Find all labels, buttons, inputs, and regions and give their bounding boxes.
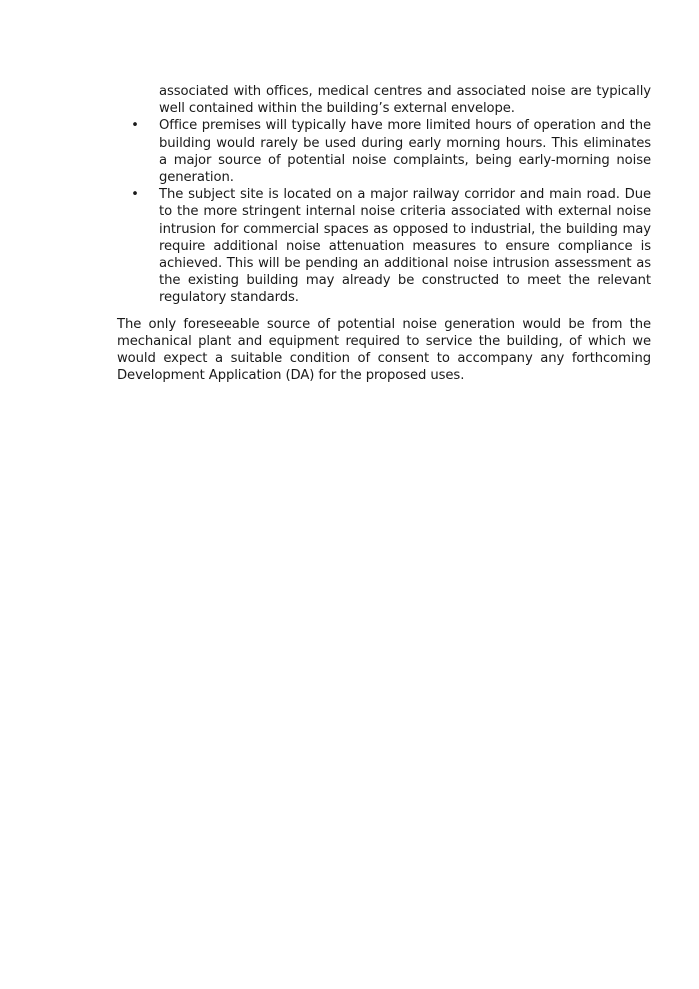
bullet-continuation <box>117 83 651 117</box>
bullet-list <box>117 83 651 307</box>
bullet-item-railway-corridor <box>117 186 651 306</box>
bullet-dot-icon: • <box>131 118 139 134</box>
document-page <box>117 83 651 384</box>
bullet-continuation-text: associated with offices, medical centres and associated noise are typically well contained within the building’s external envelope. <box>159 84 651 117</box>
bullet-text: The subject site is located on a major railway corridor and main road. Due to the more stringent internal noise criteria associated with external noise intrusion for commercial spaces as opposed to industrial, the building may require additional noise attenuation measures to ensure compliance is achieved. This will be pending an additional noise intrusion assessment as the existing building may already be constructed to meet the relevant regulatory standards. <box>159 187 651 306</box>
bullet-item-office-hours <box>117 117 651 186</box>
bullet-text: Office premises will typically have more limited hours of operation and the building would rarely be used during early morning hours. This eliminates a major source of potential noise complaints, being early-morning noise generation. <box>159 118 651 186</box>
closing-paragraph: The only foreseeable source of potential noise generation would be from the mechanical plant and equipment required to service the building, of which we would expect a suitable condition of consent to accompany any forthcoming Development Application (DA) for the proposed uses. <box>117 316 651 384</box>
bullet-dot-icon: • <box>131 187 139 203</box>
